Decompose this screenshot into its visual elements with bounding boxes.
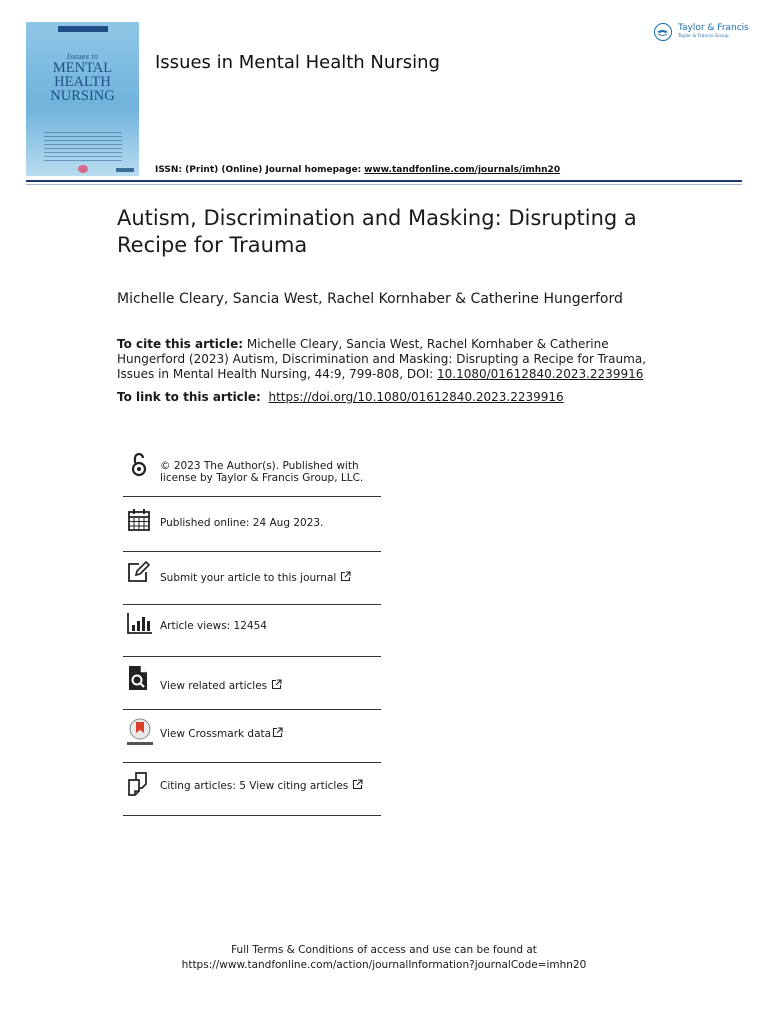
info-item-views-text: Article views: 12454	[160, 620, 267, 632]
article-doi-link[interactable]: https://doi.org/10.1080/01612840.2023.2239916	[268, 390, 564, 404]
cover-publisher-logo	[78, 165, 88, 173]
publisher-logo	[654, 22, 749, 46]
journal-homepage-link[interactable]: www.tandfonline.com/journals/imhn20	[364, 165, 561, 175]
publisher-sub: Taylor & Francis Group	[678, 34, 729, 39]
info-item-related[interactable]	[123, 657, 381, 710]
external-link-icon	[272, 727, 283, 738]
header-divider	[26, 180, 742, 182]
cite-text: Michelle Cleary, Sancia West, Rachel Kornhaber & Catherine Hungerford (2023) Autism, Discrimination and Masking: Disrupting a Recipe for Trauma, Issues in Mental Health Nursing, 44:9, 799-808, DOI:	[117, 337, 647, 381]
citing-articles-icon	[127, 772, 151, 796]
cover-volume-bar	[58, 26, 108, 32]
cover-issues-in: Issues in	[66, 53, 99, 61]
header-divider-thin	[26, 184, 742, 185]
submit-article-link[interactable]: Submit your article to this journal	[160, 572, 337, 584]
link-label: To link to this article:	[117, 390, 261, 404]
bar-chart-icon	[127, 612, 151, 636]
footer-terms-link[interactable]: https://www.tandfonline.com/action/journalInformation?journalCode=imhn20	[181, 959, 587, 971]
article-title: Autism, Discrimination and Masking: Disrupting a Recipe for Trauma	[117, 206, 637, 257]
open-access-icon	[127, 452, 151, 476]
crossmark-link[interactable]: View Crossmark data	[160, 728, 272, 740]
info-item-views	[123, 605, 381, 657]
article-authors: Michelle Cleary, Sancia West, Rachel Kornhaber & Catherine Hungerford	[117, 291, 623, 307]
cover-title: MENTAL HEALTH NURSING	[50, 60, 115, 104]
citation-block	[117, 337, 647, 382]
cover-issn-mark	[116, 168, 134, 172]
publisher-logo-icon	[654, 23, 672, 41]
info-item-submit-text[interactable]	[160, 571, 380, 584]
info-item-license-text: © 2023 The Author(s). Published with license by Taylor & Francis Group, LLC.	[160, 460, 364, 484]
external-link-icon	[340, 571, 351, 582]
info-item-published	[123, 497, 381, 552]
issn-label: ISSN: (Print) (Online) Journal homepage:	[155, 165, 362, 175]
footer-terms	[0, 943, 768, 973]
article-link-line	[117, 390, 564, 404]
citing-articles-link[interactable]: Citing articles: 5 View citing articles	[160, 780, 349, 792]
search-document-icon	[127, 665, 151, 689]
journal-name: Issues in Mental Health Nursing	[155, 52, 440, 73]
footer-terms-text: Full Terms & Conditions of access and use can be found at	[231, 944, 537, 956]
related-articles-link[interactable]: View related articles	[160, 680, 268, 692]
info-item-related-text[interactable]	[160, 679, 380, 692]
calendar-icon	[127, 508, 151, 532]
external-link-icon	[271, 679, 282, 690]
edit-icon	[127, 561, 151, 585]
info-item-crossmark-text[interactable]	[160, 727, 380, 740]
info-item-license	[123, 444, 381, 497]
crossmark-icon	[127, 718, 151, 742]
info-item-citing[interactable]	[123, 763, 381, 816]
info-item-crossmark[interactable]	[123, 710, 381, 763]
issn-line	[155, 165, 560, 175]
external-link-icon	[352, 779, 363, 790]
cover-contents-lines	[44, 132, 122, 162]
info-item-published-text: Published online: 24 Aug 2023.	[160, 517, 324, 529]
publisher-name: Taylor & Francis	[678, 23, 749, 33]
cite-doi-link[interactable]: 10.1080/01612840.2023.2239916	[437, 367, 644, 381]
article-info-list	[123, 444, 381, 816]
info-item-submit[interactable]	[123, 552, 381, 605]
cite-label: To cite this article:	[117, 337, 244, 351]
info-item-citing-text[interactable]	[160, 779, 380, 792]
journal-cover-thumbnail	[26, 22, 139, 176]
